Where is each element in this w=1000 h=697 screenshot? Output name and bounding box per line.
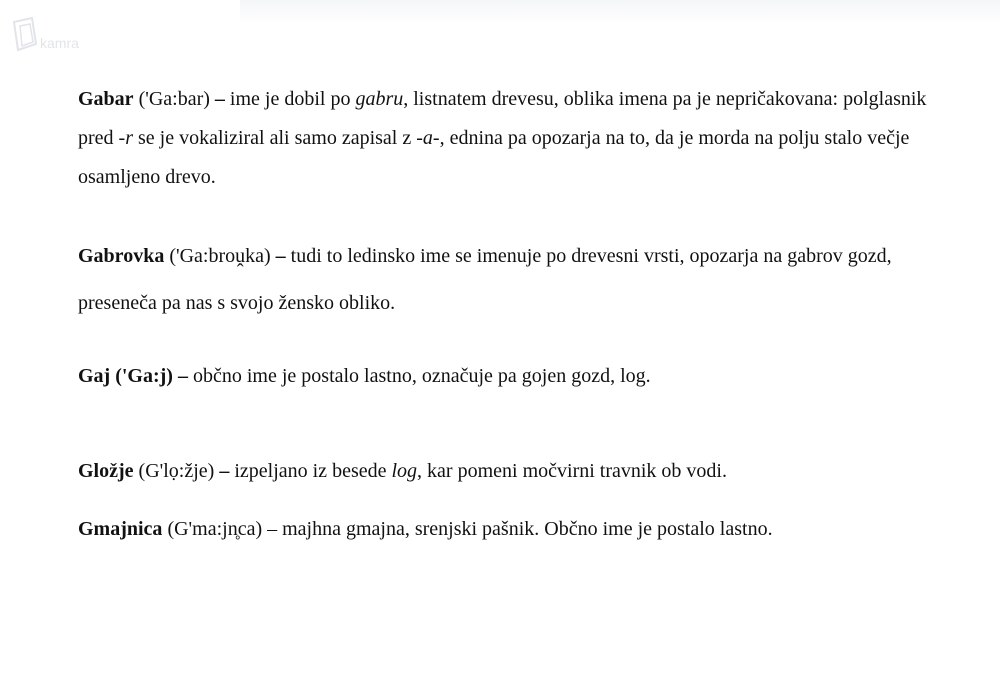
entry-term: Gaj ('Ga:j) [78,365,173,387]
entry-text: občno ime je postalo lastno, označuje pa gojen gozd, log. [187,365,651,387]
entry-gaj [78,357,938,396]
entry-italic-word: -a- [416,127,440,149]
watermark-text: kamra [40,35,79,51]
entry-dash: – [275,245,286,267]
entry-italic-word: log [391,460,418,482]
entry-gmajnica [78,510,938,549]
entry-dash: – [219,460,230,482]
entry-text: izpeljano iz besede [229,460,392,482]
entry-text: tudi to ledinsko ime se imenuje po drevesni vrsti, opozarja na gabrov gozd, preseneča pa nas s svojo žensko obliko. [78,245,892,314]
entry-pronunciation: ('Ga:broṷka) [164,245,276,267]
entry-pronunciation: ('Ga:bar) [133,88,215,110]
entry-term: Gabrovka [78,245,165,267]
entry-text: , listnatem drevesu, oblika imena pa je nepričakovana: polglasnik pred [78,88,927,149]
entry-term: Gmajnica [78,518,163,540]
entry-term: Gabar [78,88,134,110]
entry-text: (G'ma:jn̥ca) – majhna gmajna, srenjski pašnik. Občno ime je postalo lastno. [162,518,773,540]
entry-text: , kar pomeni močvirni travnik ob vodi. [417,460,727,482]
entry-term: Gložje [78,460,134,482]
entry-text: , ednina pa opozarja na to, da je morda na polju stalo večje osamljeno drevo. [78,127,910,188]
top-edge-shading [240,0,1000,24]
kamra-watermark-logo [10,14,120,60]
entry-dash: – [172,365,188,387]
entry-glozje [78,452,938,491]
entry-text: ime je dobil po [224,88,356,110]
entry-gabar [78,80,938,197]
entry-dash: – [214,88,225,110]
entry-italic-word: -r [118,127,133,149]
entry-gabrovka [78,233,938,327]
entry-pronunciation: (G'lọ:žje) [133,460,220,482]
entry-text: se je vokaliziral ali samo zapisal z [133,127,417,149]
entry-italic-word: gabru [355,88,404,110]
